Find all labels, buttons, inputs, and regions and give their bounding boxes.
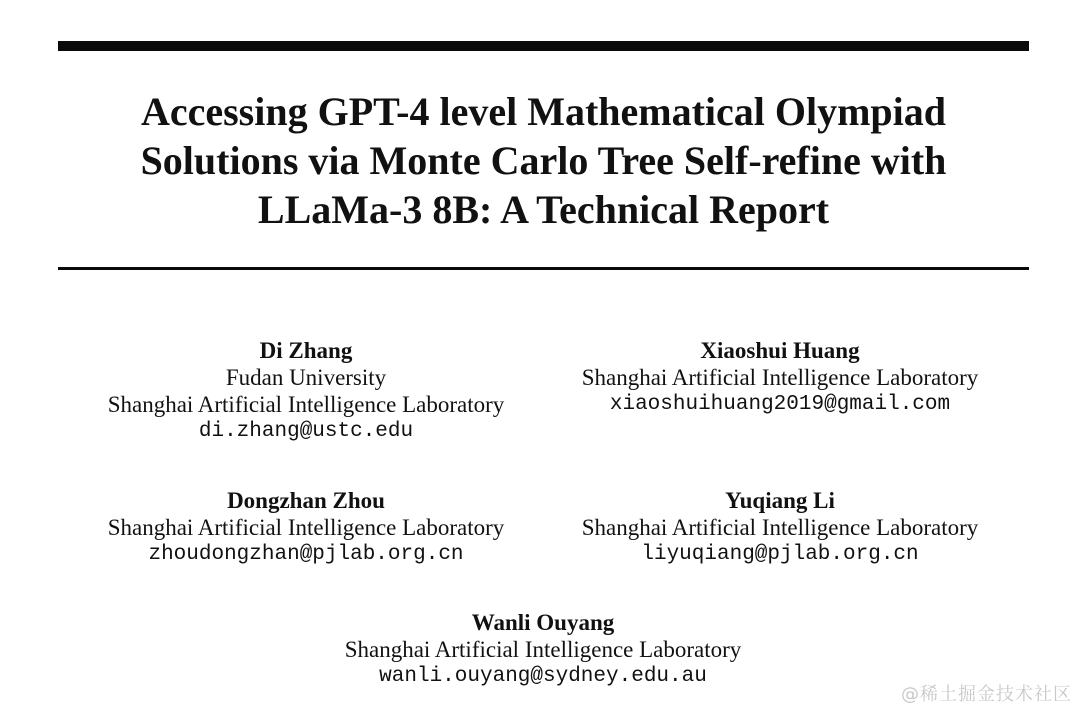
author-block xyxy=(56,337,556,445)
author-name: Xiaoshui Huang xyxy=(700,338,860,363)
title-line: Accessing GPT-4 level Mathematical Olympiad xyxy=(140,89,947,134)
author-name: Wanli Ouyang xyxy=(471,610,615,635)
author-affiliation: Shanghai Artificial Intelligence Laboratory xyxy=(581,515,979,540)
watermark-text: @稀土掘金技术社区 xyxy=(901,684,1072,705)
title-bottom-rule xyxy=(58,267,1029,270)
author-affiliation: Shanghai Artificial Intelligence Laboratory xyxy=(344,637,742,662)
author-email[interactable]: wanli.ouyang@sydney.edu.au xyxy=(379,665,707,688)
author-affiliation: Shanghai Artificial Intelligence Laboratory xyxy=(107,515,505,540)
title-line: LLaMa-3 8B: A Technical Report xyxy=(257,187,830,232)
author-name: Dongzhan Zhou xyxy=(227,488,385,513)
author-name: Di Zhang xyxy=(259,338,353,363)
author-block xyxy=(293,609,793,690)
author-email[interactable]: zhoudongzhan@pjlab.org.cn xyxy=(148,543,464,566)
author-affiliation: Fudan University xyxy=(225,365,387,390)
title-line: Solutions via Monte Carlo Tree Self-refine with xyxy=(140,138,947,183)
author-block xyxy=(530,487,1030,568)
title-top-rule xyxy=(58,41,1029,51)
author-affiliation: Shanghai Artificial Intelligence Laboratory xyxy=(581,365,979,390)
author-name: Yuqiang Li xyxy=(725,488,835,513)
author-block xyxy=(530,337,1030,418)
author-email[interactable]: xiaoshuihuang2019@gmail.com xyxy=(609,393,951,416)
author-block xyxy=(56,487,556,568)
paper-title xyxy=(58,87,1029,234)
author-affiliation: Shanghai Artificial Intelligence Laboratory xyxy=(107,392,505,417)
author-email[interactable]: liyuqiang@pjlab.org.cn xyxy=(641,543,919,566)
author-email[interactable]: di.zhang@ustc.edu xyxy=(198,420,414,443)
